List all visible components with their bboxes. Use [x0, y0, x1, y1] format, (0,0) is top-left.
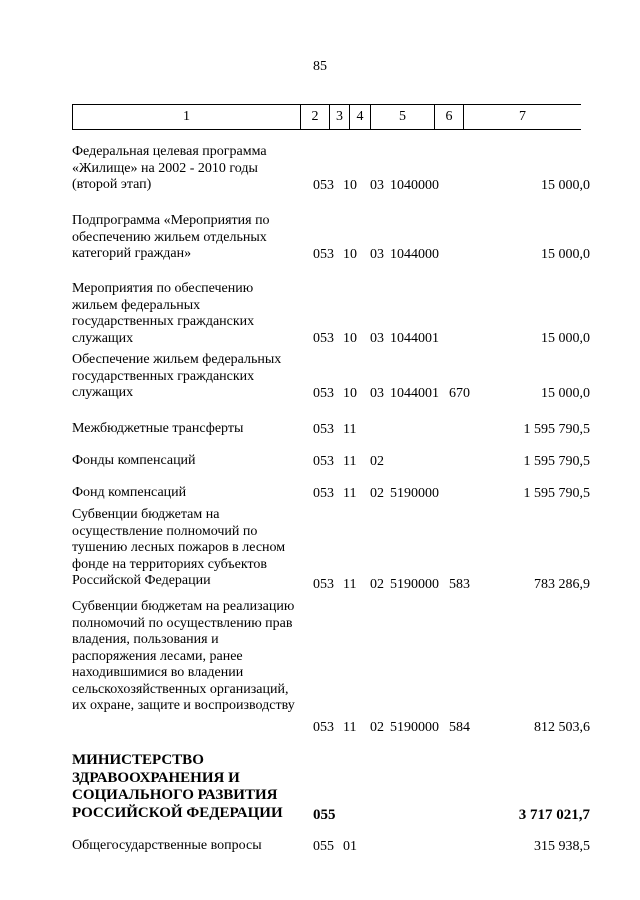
row-expense-type-code: 583: [449, 576, 470, 592]
row-admin-code: 053: [313, 719, 334, 735]
column-header-5: 5: [371, 105, 435, 130]
row-amount: 15 000,0: [541, 246, 590, 262]
row-expense-type-code: 584: [449, 719, 470, 735]
row-target-item-code: 5190000: [390, 719, 439, 735]
row-admin-code: 053: [313, 576, 334, 592]
row-target-item-code: 5190000: [390, 485, 439, 501]
row-name: Межбюджетные трансферты: [72, 421, 244, 436]
row-target-item-code: 5190000: [390, 576, 439, 592]
row-subsection-code: 02: [370, 576, 384, 592]
row-subsection-code: 02: [370, 719, 384, 735]
row-amount: 15 000,0: [541, 330, 590, 346]
row-amount: 812 503,6: [534, 719, 590, 735]
table-row: [0, 281, 640, 347]
row-section-code: 10: [343, 385, 357, 401]
row-admin-code: 053: [313, 421, 334, 437]
row-name: Федеральная целевая программа «Жилище» на 2002 - 2010 годы (второй этап): [72, 144, 267, 192]
row-admin-code: 053: [313, 246, 334, 262]
row-amount: 783 286,9: [534, 576, 590, 592]
row-section-code: 10: [343, 330, 357, 346]
column-header-7: 7: [464, 105, 582, 130]
row-amount: 15 000,0: [541, 385, 590, 401]
row-admin-code: 055: [313, 838, 334, 854]
row-section-code: 11: [343, 719, 357, 735]
row-name: Подпрограмма «Мероприятия по обеспечению жильем отдельных категорий граждан»: [72, 213, 270, 261]
row-name: МИНИСТЕРСТВО ЗДРАВООХРАНЕНИЯ И СОЦИАЛЬНОГО РАЗВИТИЯ РОССИЙСКОЙ ФЕДЕРАЦИИ: [72, 752, 283, 821]
row-name: Общегосударственные вопросы: [72, 838, 262, 853]
row-target-item-code: 1040000: [390, 177, 439, 193]
row-name: Обеспечение жильем федеральных государственных гражданских служащих: [72, 352, 282, 400]
row-expense-type-code: 670: [449, 385, 470, 401]
column-header-3: 3: [330, 105, 350, 130]
column-header-4: 4: [350, 105, 371, 130]
table-row: [0, 144, 640, 194]
row-admin-code: 053: [313, 177, 334, 193]
row-target-item-code: 1044000: [390, 246, 439, 262]
table-row: [0, 453, 640, 470]
table-row: [0, 838, 640, 855]
column-header-6: 6: [435, 105, 464, 130]
table-row: [0, 485, 640, 502]
column-header-2: 2: [301, 105, 330, 130]
row-amount: 3 717 021,7: [518, 806, 590, 823]
row-subsection-code: 02: [370, 485, 384, 501]
row-section-code: 11: [343, 576, 357, 592]
table-row: [0, 599, 640, 736]
table-row: [0, 213, 640, 263]
row-section-code: 11: [343, 485, 357, 501]
row-section-code: 10: [343, 246, 357, 262]
row-subsection-code: 03: [370, 177, 384, 193]
column-header-1: 1: [73, 105, 301, 130]
row-amount: 1 595 790,5: [523, 453, 590, 469]
table-row: [0, 352, 640, 402]
table-row: [0, 507, 640, 593]
row-name: Фонды компенсаций: [72, 453, 196, 468]
row-admin-code: 053: [313, 485, 334, 501]
row-amount: 15 000,0: [541, 177, 590, 193]
row-target-item-code: 1044001: [390, 330, 439, 346]
row-subsection-code: 03: [370, 385, 384, 401]
row-target-item-code: 1044001: [390, 385, 439, 401]
row-name: Субвенции бюджетам на осуществление полномочий по тушению лесных пожаров в лесном фонде на территориях субъектов Российской Федерации: [72, 507, 286, 588]
row-section-code: 11: [343, 453, 357, 469]
row-name: Мероприятия по обеспечению жильем федеральных государственных гражданских служащих: [72, 281, 255, 346]
row-admin-code: 053: [313, 385, 334, 401]
row-amount: 1 595 790,5: [523, 421, 590, 437]
row-section-code: 10: [343, 177, 357, 193]
row-section-code: 01: [343, 838, 357, 854]
page-number: 85: [313, 59, 327, 74]
table-row: [0, 421, 640, 438]
row-name: Фонд компенсаций: [72, 485, 187, 500]
row-section-code: 11: [343, 421, 357, 437]
row-amount: 315 938,5: [534, 838, 590, 854]
row-subsection-code: 02: [370, 453, 384, 469]
row-admin-code: 053: [313, 330, 334, 346]
row-name: Субвенции бюджетам на реализацию полномочий по осуществлению прав владения, пользования и распоряжения лесами, ранее находившимися во владении сельскохозяйственных организаций, их охране, защите и воспроизводству: [72, 599, 295, 713]
row-admin-code: 053: [313, 453, 334, 469]
table-row-ministry-heading: [0, 752, 640, 824]
row-amount: 1 595 790,5: [523, 485, 590, 501]
row-admin-code: 055: [313, 806, 336, 823]
row-subsection-code: 03: [370, 246, 384, 262]
row-subsection-code: 03: [370, 330, 384, 346]
